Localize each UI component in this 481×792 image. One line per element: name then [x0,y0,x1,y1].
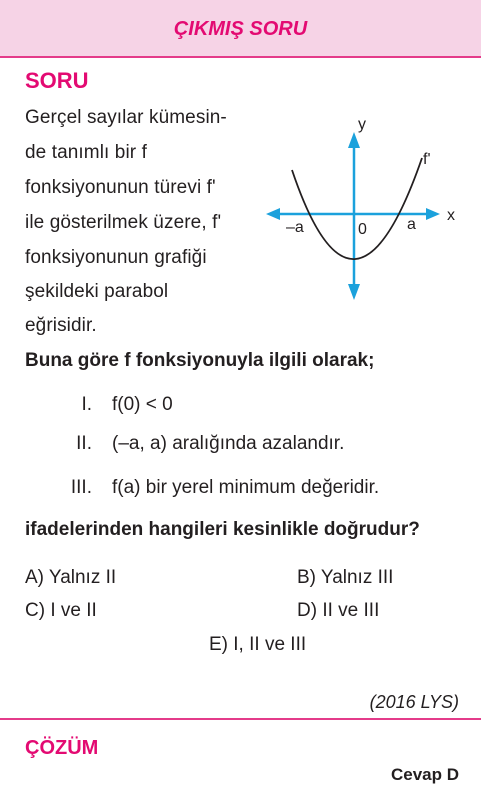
header-title: ÇIKMIŞ SORU [173,18,308,40]
parabola-curve [292,158,422,259]
question-stem-line: de tanımlı bir f [25,142,147,163]
option-a[interactable]: A) Yalnız II [25,567,117,588]
statement-number: I. [81,394,92,415]
curve-label: f' [423,151,431,168]
statement-number: III. [70,477,92,498]
solution-label: ÇÖZÜM [25,737,99,759]
origin-label: 0 [358,221,367,238]
y-axis-label: y [358,116,366,133]
statement-text: f(a) bir yerel minimum değeridir. [112,477,380,498]
derivative-graph [262,108,477,303]
question-stem-line: ile gösterilmek üzere, f' [25,212,222,233]
neg-a-label: –a [286,219,304,236]
statement-text: (–a, a) aralığında azalandır. [112,433,345,454]
option-d[interactable]: D) II ve III [297,600,380,621]
x-axis-label: x [447,207,455,224]
question-ask: ifadelerinden hangileri kesinlikle doğrudur? [25,519,420,540]
pos-a-label: a [407,216,416,233]
statement-text: f(0) < 0 [112,394,173,415]
statement-number: II. [76,433,92,454]
y-axis-down-arrow [348,284,360,300]
x-axis-left-arrow [266,208,280,220]
answer-text: Cevap D [390,765,459,784]
question-prompt: Buna göre f fonksiyonuyla ilgili olarak; [25,350,375,371]
option-e[interactable]: E) I, II ve III [209,634,307,655]
source-note: (2016 LYS) [369,692,459,712]
y-axis-up-arrow [348,132,360,148]
question-stem-line: fonksiyonunun grafiği [25,247,207,268]
option-c[interactable]: C) I ve II [25,600,97,621]
option-b[interactable]: B) Yalnız III [297,567,394,588]
header-band [0,0,481,58]
x-axis-right-arrow [426,208,440,220]
question-stem-line: fonksiyonunun türevi f' [25,177,216,198]
question-label: SORU [25,68,89,93]
question-stem-line: eğrisidir. [25,315,97,336]
question-stem-line: şekildeki parabol [25,281,169,302]
question-stem-line: Gerçel sayılar kümesin- [25,107,227,128]
section-divider [0,718,481,720]
